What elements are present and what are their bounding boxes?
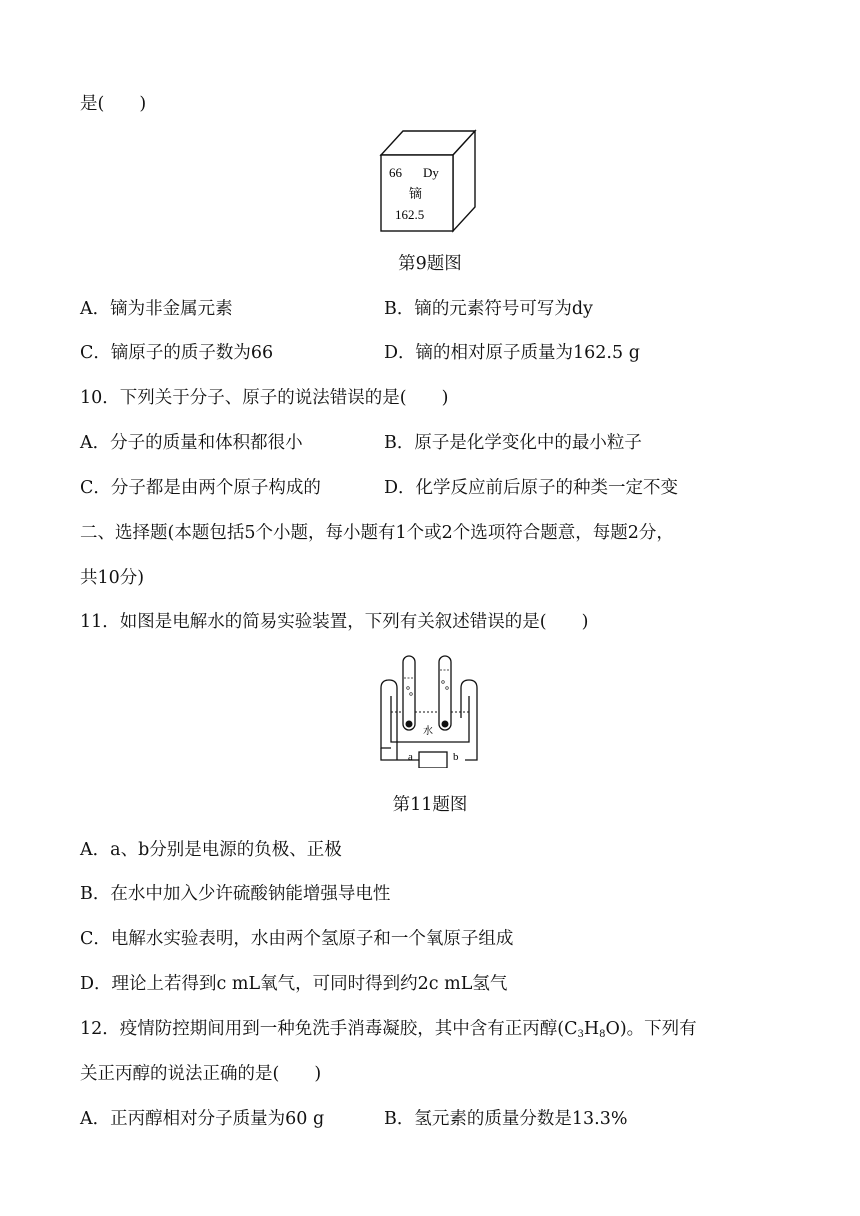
q9-option-d: D．镝的相对原子质量为162.5 g [384, 343, 640, 363]
electrode-left [406, 721, 413, 728]
element-symbol: Dy [423, 165, 439, 180]
q12-stem-text-end: O)。下列有 [605, 1019, 697, 1039]
electrode-label-b: b [453, 751, 459, 763]
q9-option-c: C．镝原子的质子数为66 [80, 343, 274, 363]
q10-option-d: D．化学反应前后原子的种类一定不变 [384, 478, 679, 498]
q10-option-c: C．分子都是由两个原子构成的 [80, 478, 321, 498]
figure-9-caption: 第9题图 [398, 254, 462, 274]
question-9-stem-end: 是( ) [80, 94, 147, 114]
element-name: 镝 [409, 187, 423, 202]
question-12-stem-cont: 关正丙醇的说法正确的是( ) [80, 1064, 322, 1084]
question-11-stem: 11．如图是电解水的简易实验装置，下列有关叙述错误的是( ) [80, 612, 589, 632]
q10-option-b: B．原子是化学变化中的最小粒子 [384, 433, 642, 453]
subscript-3: 3 [577, 1029, 584, 1040]
q12-stem-text: 12．疫情防控期间用到一种免洗手消毒凝胶，其中含有正丙醇(C [80, 1019, 578, 1039]
q11-option-d: D．理论上若得到c mL氧气，可同时得到约2c mL氢气 [80, 974, 508, 994]
q11-option-b: B．在水中加入少许硫酸钠能增强导电性 [80, 884, 391, 904]
q12-option-b: B．氢元素的质量分数是13.3% [384, 1109, 628, 1129]
q11-option-a: A．a、b分别是电源的负极、正极 [80, 840, 342, 860]
section-2-heading-cont: 共10分) [80, 568, 145, 588]
power-supply [419, 752, 447, 768]
element-mass: 162.5 [395, 207, 425, 222]
q12-option-a: A．正丙醇相对分子质量为60 g [80, 1109, 325, 1129]
question-10-stem: 10．下列关于分子、原子的说法错误的是( ) [80, 388, 449, 408]
electrolysis-apparatus-diagram [377, 648, 487, 768]
dysprosium-element-cube [377, 127, 487, 235]
formula-h: H [583, 1019, 600, 1039]
figure-11-caption: 第11题图 [392, 795, 468, 815]
subscript-8: 8 [599, 1029, 606, 1040]
electrode-right [442, 721, 449, 728]
q9-option-b: B．镝的元素符号可写为dy [384, 299, 593, 319]
q11-option-c: C．电解水实验表明，水由两个氢原子和一个氧原子组成 [80, 929, 514, 949]
q9-option-a: A．镝为非金属元素 [80, 299, 233, 319]
electrode-label-a: a [408, 751, 413, 763]
q10-option-a: A．分子的质量和体积都很小 [80, 433, 303, 453]
element-number: 66 [389, 165, 402, 180]
section-2-heading: 二、选择题(本题包括5个小题，每小题有1个或2个选项符合题意，每题2分， [80, 523, 674, 543]
question-12-stem [80, 1017, 697, 1047]
water-label: 水 [423, 726, 433, 737]
